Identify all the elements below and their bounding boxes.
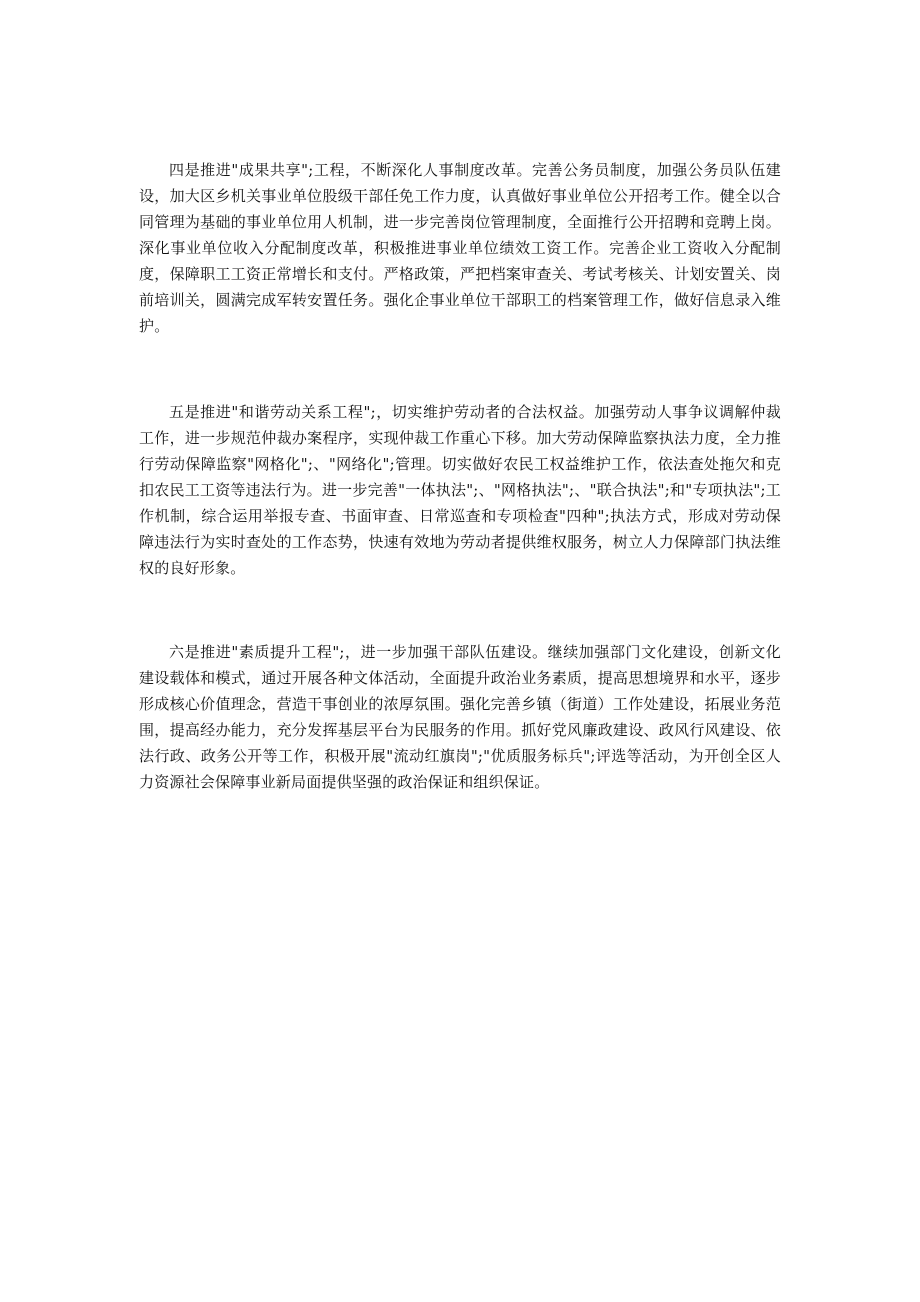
document-body	[139, 157, 781, 795]
paragraph-five: 五是推进"和谐劳动关系工程";，切实维护劳动者的合法权益。加强劳动人事争议调解仲裁工作，进一步规范仲裁办案程序，实现仲裁工作重心下移。加大劳动保障监察执法力度，全力推行劳动保障监察"网格化";、"网络化";管理。切实做好农民工权益维护工作，依法查处拖欠和克扣农民工工资等违法行为。进一步完善"一体执法";、"网格执法";、"联合执法";和"专项执法";工作机制，综合运用举报专查、书面审查、日常巡查和专项检查"四种";执法方式，形成对劳动保障违法行为实时查处的工作态势，快速有效地为劳动者提供维权服务，树立人力保障部门执法维权的良好形象。	[139, 403, 781, 577]
paragraph-six: 六是推进"素质提升工程";，进一步加强干部队伍建设。继续加强部门文化建设，创新文化建设载体和模式，通过开展各种文体活动，全面提升政治业务素质，提高思想境界和水平，逐步形成核心价值理念，营造干事创业的浓厚氛围。强化完善乡镇（街道）工作处建设，拓展业务范围，提高经办能力，充分发挥基层平台为民服务的作用。抓好党风廉政建设、政风行风建设、依法行政、政务公开等工作，积极开展"流动红旗岗";"优质服务标兵";评选等活动，为开创全区人力资源社会保障事业新局面提供坚强的政治保证和组织保证。	[139, 643, 781, 791]
paragraph-spacer	[139, 581, 781, 639]
paragraph-four: 四是推进"成果共享";工程，不断深化人事制度改革。完善公务员制度，加强公务员队伍建设，加大区乡机关事业单位股级干部任免工作力度，认真做好事业单位公开招考工作。健全以合同管理为基础的事业单位用人机制，进一步完善岗位管理制度，全面推行公开招聘和竞聘上岗。深化事业单位收入分配制度改革，积极推进事业单位绩效工资工作。完善企业工资收入分配制度，保障职工工资正常增长和支付。严格政策，严把档案审查关、考试考核关、计划安置关、岗前培训关，圆满完成军转安置任务。强化企事业单位干部职工的档案管理工作，做好信息录入维护。	[139, 161, 781, 335]
paragraph-spacer	[139, 339, 781, 399]
